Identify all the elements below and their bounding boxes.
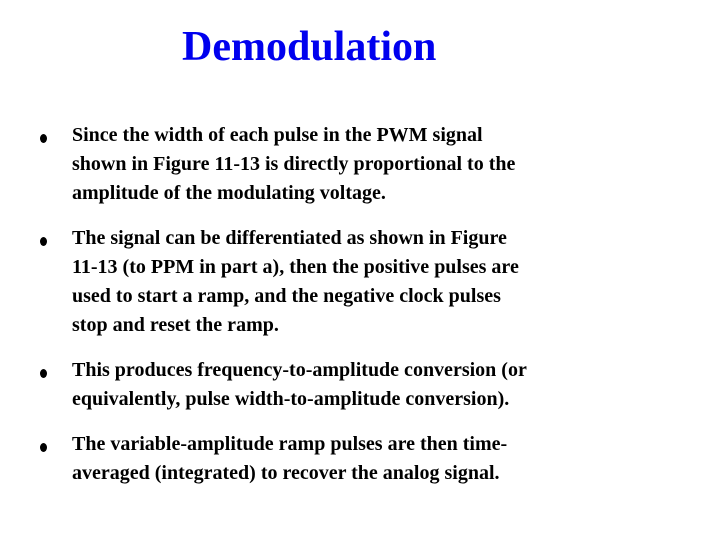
bullet-text-line: This produces frequency-to-amplitude conversion (or — [72, 359, 527, 381]
bullet-text-line: 11-13 (to PPM in part a), then the positive pulses are — [72, 256, 519, 278]
bullet-text-line: equivalently, pulse width-to-amplitude conversion). — [72, 388, 510, 410]
bullet-text-line: amplitude of the modulating voltage. — [72, 182, 386, 204]
bullet-item — [44, 224, 644, 340]
bullet-text-line: used to start a ramp, and the negative clock pulses — [72, 285, 501, 307]
bullet-text-line: shown in Figure 11-13 is directly proportional to the — [72, 153, 516, 175]
bullet-dot-icon — [40, 443, 47, 452]
slide-title: Demodulation — [182, 24, 437, 70]
bullet-dot-icon — [40, 369, 47, 378]
bullet-text-line: The variable-amplitude ramp pulses are then time- — [72, 433, 508, 455]
bullet-item — [44, 121, 644, 208]
bullet-text-line: averaged (integrated) to recover the analog signal. — [72, 462, 500, 484]
bullet-text-line: The signal can be differentiated as shown in Figure — [72, 227, 507, 249]
bullet-item — [44, 430, 644, 488]
bullet-dot-icon — [40, 134, 47, 143]
bullet-item — [44, 356, 644, 414]
bullet-list — [44, 121, 644, 488]
bullet-text-line: stop and reset the ramp. — [72, 314, 279, 336]
bullet-text-line: Since the width of each pulse in the PWM signal — [72, 124, 483, 146]
bullet-dot-icon — [40, 237, 47, 246]
